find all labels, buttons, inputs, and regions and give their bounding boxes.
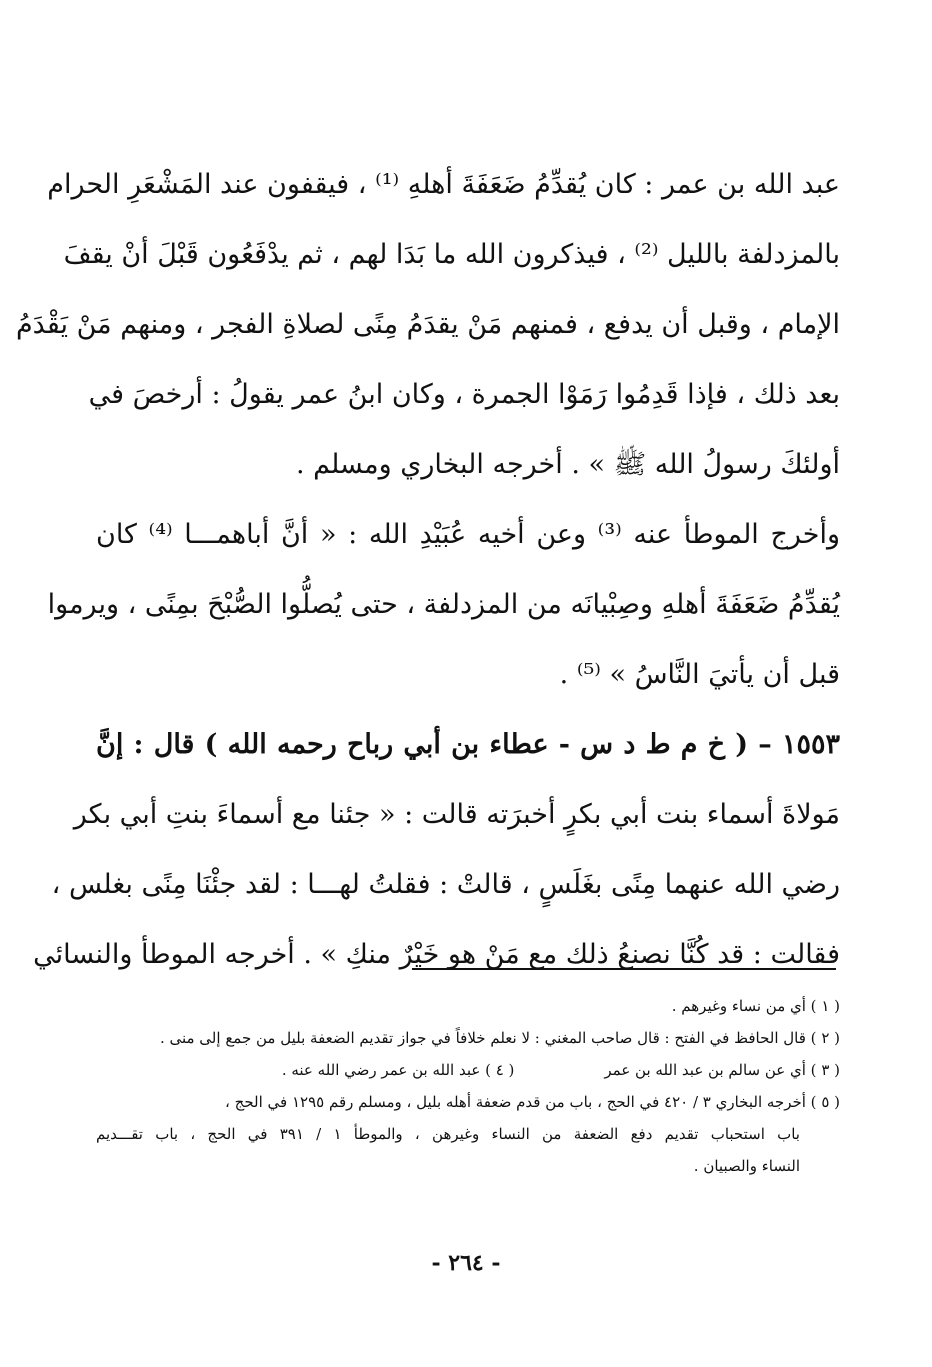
paragraph-3-line-2: رضي الله عنهما مِنًى بغَلَسٍ ، قالتْ : فقلتُ لهـــا : لقد جئْنَا مِنًى بغلس ، [51,869,840,900]
footnote-1: ( ١ ) أي من نساء وغيرهم . [671,997,840,1015]
text-line-1: عبد الله بن عمر : كان يُقدِّمُ ضَعَفَةَ أهلهِ ⁽¹⁾ ، فيقفون عند المَشْعَرِ الحرام [47,169,840,200]
paragraph-2-line-1: وأخرج الموطأ عنه ⁽³⁾ وعن أخيه عُبَيْدِ الله : « أنَّ أباهمـــا ⁽⁴⁾ كان [96,519,840,550]
footnotes [96,990,840,1182]
paragraph-3-line-3: فقالت : قد كُنَّا نصنعُ ذلك مع مَنْ هو خَيْرٌ منكِ » . أخرجه الموطأ والنسائي [33,939,840,970]
text-line-2: بالمزدلفة بالليل ⁽²⁾ ، فيذكرون الله ما بَدَا لهم ، ثم يدْفَعُون قَبْلَ أنْ يقفَ [63,239,840,270]
hadith-heading: ١٥٥٣ – ( خ م ط د س - عطاء بن أبي رباح رحمه الله ) قال : إنَّ [96,729,840,760]
footnote-row-3-4 [96,1054,840,1086]
footnote-5-line-3: النساء والصبيان . [693,1157,800,1175]
footnote-3: ( ٣ ) أي عن سالم بن عبد الله بن عمر [604,1061,840,1079]
footnote-2: ( ٢ ) قال الحافظ في الفتح : قال صاحب المغني : لا نعلم خلافاً في جواز تقديم الضعفة بليل من جمع إلى منى . [159,1029,840,1047]
page-number: - ٢٦٤ - [431,1250,501,1276]
footnote-divider [412,968,836,970]
text-line-4: بعد ذلك ، فإذا قَدِمُوا رَمَوْا الجمرة ، وكان ابنُ عمر يقولُ : أرخصَ في [88,379,840,410]
paragraph-3-line-1: مَولاةَ أسماء بنت أبي بكرٍ أخبرَته قالت : « جئنا مع أسماءَ بنتِ أبي بكر [73,799,840,830]
text-line-5: أولئكَ رسولُ الله ﷺ » . أخرجه البخاري ومسلم . [295,449,840,480]
footnote-4: ( ٤ ) عبد الله بن عمر رضي الله عنه . [281,1061,515,1079]
body-text [15,150,840,990]
paragraph-2-line-3: قبل أن يأتيَ النَّاسُ » ⁽⁵⁾ . [559,659,840,690]
paragraph-2-line-2: يُقدِّمُ ضَعَفَةَ أهلهِ وصِبْيانَه من المزدلفة ، حتى يُصلُّوا الصُّبْحَ بمِنًى ، ويرموا [47,589,840,620]
footnote-5-line-1: ( ٥ ) أخرجه البخاري ٣ / ٤٢٠ في الحج ، باب من قدم ضعفة أهله بليل ، ومسلم رقم ١٢٩٥ في الحج ، [225,1093,840,1111]
footnote-5-line-2: باب استحباب تقديم دفع الضعفة من النساء وغيرهن ، والموطأ ١ / ٣٩١ في الحج ، باب تقـــديم [96,1125,800,1143]
text-line-3: الإمام ، وقبل أن يدفع ، فمنهم مَنْ يقدَمُ مِنًى لصلاةِ الفجر ، ومنهم مَنْ يَقْدَمُ [15,309,840,340]
